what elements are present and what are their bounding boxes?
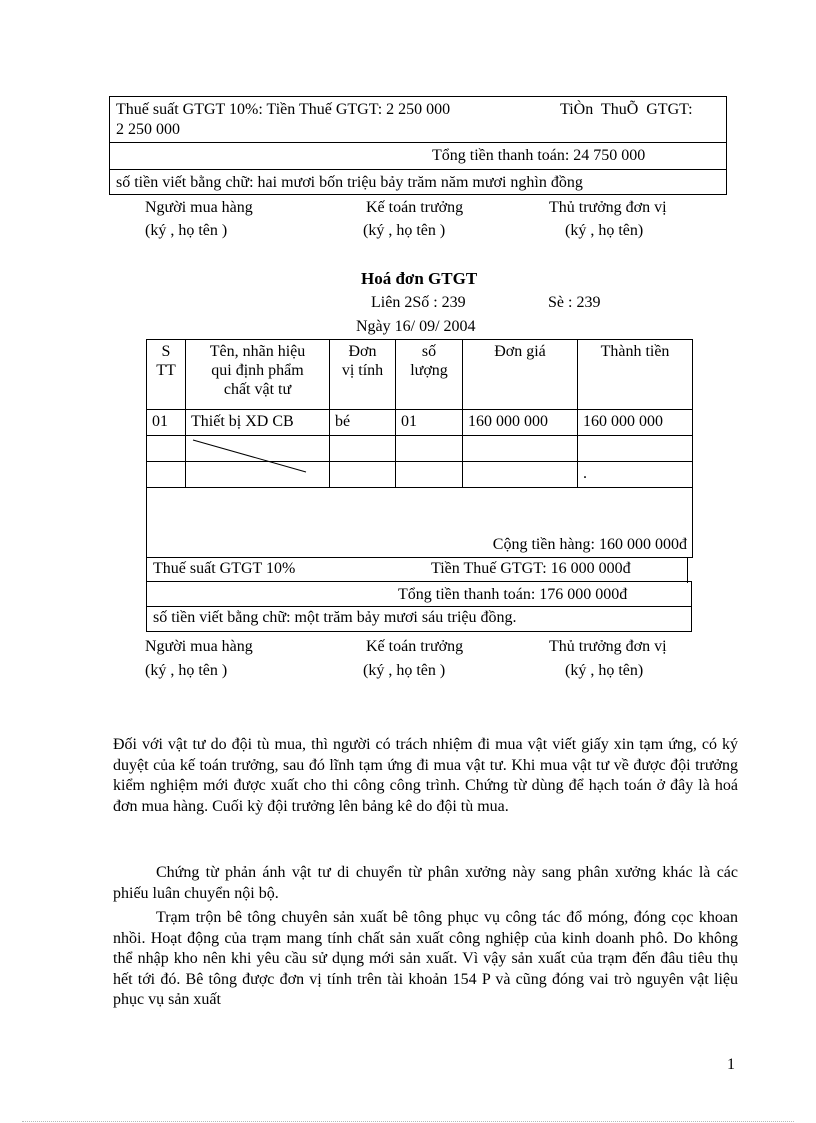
invoice1-amount-in-words: số tiền viết bằng chữ: hai mươi bốn triệu bảy trăm năm mươi nghìn đồng: [116, 174, 583, 191]
header-name: Tên, nhãn hiệu qui định phẩm chất vật tư: [186, 340, 330, 410]
invoice1-divider-2: [110, 169, 726, 170]
sig1-head-of-unit-sign: (ký , họ tên): [565, 222, 644, 239]
invoice1-total-payment: Tổng tiền thanh toán: 24 750 000: [432, 147, 646, 164]
invoice1-divider-1: [110, 142, 726, 143]
header-price: Đơn giá: [463, 340, 578, 410]
invoice2-total-payment: Tổng tiền thanh toán: 176 000 000đ: [398, 586, 628, 603]
header-amount: Thành tiền: [578, 340, 693, 410]
invoice2-title: Hoá đơn GTGT: [361, 269, 478, 288]
sig1-buyer-sign: (ký , họ tên ): [145, 222, 228, 239]
dot-mark: .: [578, 462, 693, 488]
row-price: 160 000 000: [463, 410, 578, 436]
invoice2-total-box: [146, 581, 692, 607]
row-name: Thiết bị XD CB: [186, 410, 330, 436]
header-unit: Đơn vị tính: [330, 340, 396, 410]
body-paragraph-3: Trạm trộn bê tông chuyên sản xuất bê tông phục vụ công tác đổ móng, đóng cọc khoan nhồi. Hoạt động của trạm mang tính chất sản xuất công nghiệp của kinh doanh phô. Do không thể nhập kho nên khi yêu cầu sử dụng mới sản xuất. Vì vậy sản xuất của trạm đến đâu tiêu thụ hết tới đó. Bê tông được đơn vị tính trên tài khoản 154 P và cũng đóng vai trò nguyên vật liệu phục vụ sản xuất: [113, 909, 738, 1008]
page-bottom-rule: [22, 1121, 794, 1122]
row-stt: 01: [147, 410, 186, 436]
sig2-buyer-sign: (ký , họ tên ): [145, 662, 228, 679]
body-paragraph-2: Chứng từ phản ánh vật tư di chuyển từ phân xưởng này sang phân xưởng khác là các phiếu luân chuyển nội bộ.: [113, 864, 738, 902]
sig2-chief-accountant-sign: (ký , họ tên ): [363, 662, 446, 679]
sig2-buyer: Người mua hàng: [145, 638, 253, 655]
invoice1-vat-amount-label: TiÒn ThuÕ GTGT:: [560, 101, 693, 118]
invoice2-words-box: [146, 606, 692, 632]
invoice1-vat-rate: Thuế suất GTGT 10%: Tiền Thuế GTGT: 2 250 000: [116, 101, 451, 118]
row-unit: bé: [330, 410, 396, 436]
row-qty: 01: [396, 410, 463, 436]
body-paragraph-1: Đối với vật tư do đội tù mua, thì người có trách nhiệm đi mua vật viết giấy xin tạm ứng, có ký duyệt của kế toán trưởng, sau đó lĩnh tạm ứng đi mua vật tư. Khi mua vật tư về được đội trưởng kiểm nghiệm mới được xuất cho thi công công trình. Chứng từ dùng để hạch toán ở đây là hoá đơn mua hàng. Cuối kỳ đội trưởng lên bảng kê do đội tù mua.: [113, 736, 738, 815]
sig1-buyer: Người mua hàng: [145, 199, 253, 216]
row-amount: 160 000 000: [578, 410, 693, 436]
goods-total: Cộng tiền hàng: 160 000 000đ: [147, 488, 693, 558]
invoice2-vat-box: [146, 557, 688, 582]
sig1-chief-accountant: Kế toán trưởng: [366, 199, 464, 216]
header-stt: S TT: [147, 340, 186, 410]
sig2-head-of-unit: Thủ trưởng đơn vị: [549, 638, 667, 655]
sig2-chief-accountant: Kế toán trưởng: [366, 638, 464, 655]
invoice1-vat-amount-value: 2 250 000: [116, 121, 180, 138]
sig1-head-of-unit: Thủ trưởng đơn vị: [549, 199, 667, 216]
sig1-chief-accountant-sign: (ký , họ tên ): [363, 222, 446, 239]
invoice2-serial: Sè : 239: [548, 294, 601, 311]
invoice2-date: Ngày 16/ 09/ 2004: [356, 318, 476, 335]
invoice2-amount-in-words: số tiền viết bằng chữ: một trăm bảy mươi sáu triệu đồng.: [153, 609, 517, 626]
invoice2-copy-number: Liên 2Số : 239: [371, 294, 466, 311]
sig2-head-of-unit-sign: (ký , họ tên): [565, 662, 644, 679]
page-number: 1: [727, 1056, 735, 1073]
cancel-strike-line: [146, 339, 706, 539]
invoice1-summary-box: [109, 96, 727, 195]
invoice2-vat-box-right-edge: [687, 557, 688, 583]
header-qty: số lượng: [396, 340, 463, 410]
invoice2-vat-amount: Tiền Thuế GTGT: 16 000 000đ: [431, 560, 631, 577]
invoice2-vat-rate: Thuế suất GTGT 10%: [153, 560, 296, 577]
